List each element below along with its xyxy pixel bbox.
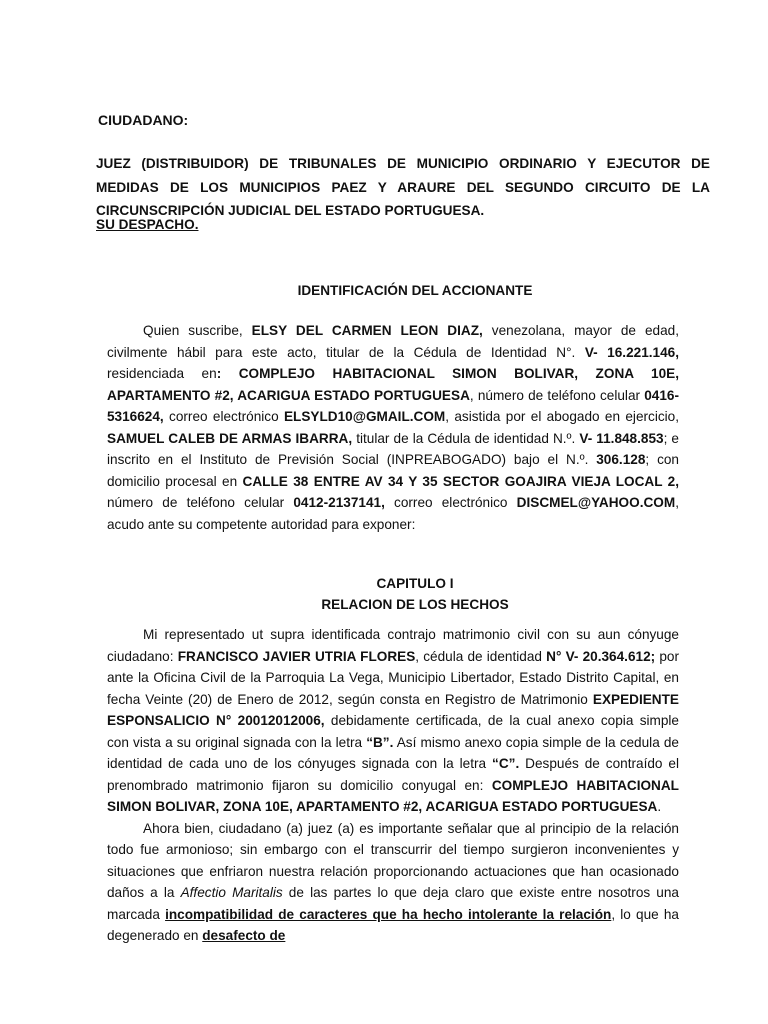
text-segment: Después de contraído el prenombrado matrimonio fijaron su domicilio conyugal en:	[107, 756, 680, 793]
text-segment: de las partes lo que deja claro que existe entre nosotros una marcada	[107, 885, 679, 922]
judge-addressee: JUEZ (DISTRIBUIDOR) DE TRIBUNALES DE MUNICIPIO ORDINARIO Y EJECUTOR DE MEDIDAS DE LOS MUNICIPIOS PAEZ Y ARAURE DEL SEGUNDO CIRCUITO DE LA CIRCUNSCRIPCIÓN JUDICIAL DEL ESTADO PORTUGUESA.	[96, 156, 710, 218]
text-segment: Quien suscribe,	[143, 323, 252, 338]
lawyer-address: CALLE 38 ENTRE AV 34 Y 35 SECTOR GOAJIRA VIEJA LOCAL 2,	[242, 473, 679, 489]
incompatibilidad-text: incompatibilidad de caracteres que ha hecho intolerante la relación	[165, 906, 612, 922]
text-segment: Así mismo anexo copia simple de la cedula de identidad de cada uno de los cónyuges signada con la letra	[107, 734, 679, 771]
text-segment: , número de teléfono celular	[469, 387, 645, 403]
affectio-maritalis: Affectio Maritalis	[180, 885, 283, 900]
text-segment: por ante la Oficina Civil de la Parroquia La Vega, Municipio Libertador, Estado Distrito Capital, en fecha Veinte (20) de Enero de 2012, según consta en Registro de Matrimonio	[107, 648, 679, 707]
text-segment: correo electrónico	[384, 495, 517, 510]
petitioner-id: V- 16.221.146,	[584, 344, 679, 360]
capitulo-subtitle: RELACION DE LOS HECHOS	[321, 597, 509, 612]
ciudadano-label: CIUDADANO:	[98, 112, 189, 128]
petitioner-name: ELSY DEL CARMEN LEON DIAZ,	[251, 323, 483, 338]
text-segment: ; con domicilio procesal en	[107, 452, 679, 489]
text-segment: residenciada en	[107, 366, 217, 381]
petitioner-email: ELSYLD10@GMAIL.COM	[283, 409, 446, 424]
petitioner-phone: 0416-5316624,	[107, 387, 679, 424]
text-segment: , asistida por el abogado en ejercicio,	[445, 409, 680, 424]
spouse-id: N° V- 20.364.612;	[546, 648, 656, 664]
desafecto-text: desafecto de	[202, 928, 286, 943]
expediente-number: EXPEDIENTE ESPONSALICIO N° 20012012006,	[107, 691, 679, 728]
inpreabogado-number: 306.128	[596, 452, 646, 467]
letra-c: “C”.	[492, 756, 520, 771]
text-segment: debidamente certificada, de la cual anexo copia simple con vista a su original signada con la letra	[107, 713, 679, 750]
text-segment: , lo que ha degenerado en	[107, 906, 679, 943]
identificacion-paragraph	[107, 320, 679, 535]
text-segment: Mi representado ut supra identificada contrajo matrimonio civil con su aun cónyuge ciudadano:	[107, 627, 679, 664]
text-segment: número de teléfono celular	[107, 495, 294, 510]
text-segment: , acudo ante su competente autoridad para exponer:	[107, 495, 679, 532]
lawyer-name: SAMUEL CALEB DE ARMAS IBARRA,	[107, 430, 353, 446]
spouse-name: FRANCISCO JAVIER UTRIA FLORES	[177, 648, 416, 664]
capitulo-title: CAPITULO I	[376, 576, 454, 591]
hechos-paragraph-2	[107, 818, 679, 947]
text-segment: .	[657, 799, 662, 814]
text-segment: titular de la Cédula de identidad N.º.	[352, 430, 580, 446]
lawyer-id: V- 11.848.853	[579, 430, 664, 446]
text-segment: venezolana, mayor de edad, civilmente hábil para este acto, titular de la Cédula de Identidad N°.	[107, 323, 679, 360]
petitioner-address: : COMPLEJO HABITACIONAL SIMON BOLIVAR, ZONA 10E, APARTAMENTO #2, ACARIGUA ESTADO PORTUGUESA	[107, 366, 680, 403]
conjugal-domicile: COMPLEJO HABITACIONAL SIMON BOLIVAR, ZONA 10E, APARTAMENTO #2, ACARIGUA ESTADO PORTUGUESA	[107, 777, 679, 814]
hechos-paragraphs	[107, 624, 679, 947]
letra-b: “B”.	[366, 734, 394, 750]
text-segment: Ahora bien, ciudadano (a) juez (a) es importante señalar que al principio de la relación todo fue armonioso; sin embargo con el transcurrir del tiempo surgieron inconvenientes y situaciones que enfriaron nuestra relación proporcionando actuaciones que han ocasionado daños a la	[107, 820, 679, 900]
lawyer-email: DISCMEL@YAHOO.COM	[516, 495, 676, 510]
text-segment: ; e inscrito en el Instituto de Previsión Social (INPREABOGADO) bajo el N.º.	[107, 430, 679, 467]
text-segment: correo electrónico	[163, 409, 284, 424]
hechos-paragraph-1	[107, 624, 679, 818]
text-segment: , cédula de identidad	[415, 648, 547, 664]
identificacion-heading: IDENTIFICACIÓN DEL ACCIONANTE	[297, 283, 533, 298]
lawyer-phone: 0412-2137141,	[293, 495, 385, 510]
su-despacho-label: SU DESPACHO.	[96, 217, 199, 232]
